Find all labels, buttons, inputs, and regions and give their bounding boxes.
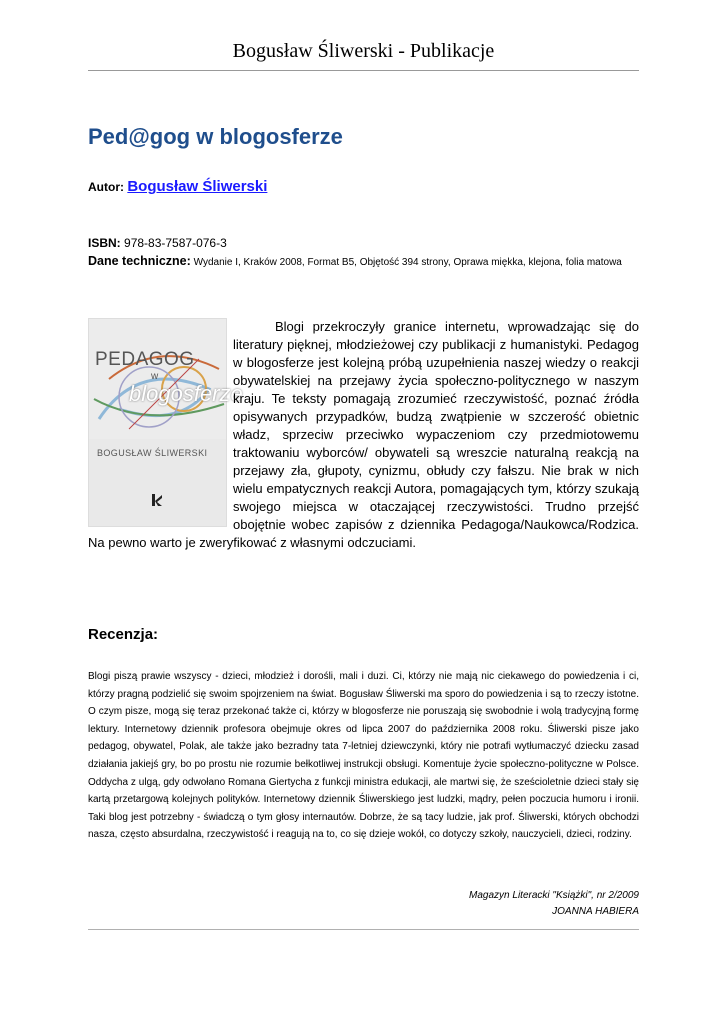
header-divider (88, 70, 639, 71)
book-description (88, 318, 639, 552)
tech-label: Dane techniczne: (88, 254, 191, 268)
book-title: Ped@gog w blogosferze (88, 124, 343, 149)
cover-subtitle: blogosferze (129, 381, 243, 406)
review-heading: Recenzja: (88, 626, 159, 643)
footer-divider (88, 929, 639, 930)
author-label: Autor: (88, 180, 124, 194)
review-source-publication: Magazyn Literacki "Książki", nr 2/2009 (469, 890, 639, 901)
isbn-line (88, 236, 227, 250)
page-header: Bogusław Śliwerski - Publikacje (232, 40, 495, 62)
isbn-label: ISBN: (88, 236, 121, 250)
author-link[interactable]: Bogusław Śliwerski (127, 178, 268, 195)
review-author: JOANNA HABIERA (552, 906, 639, 917)
isbn-value: 978-83-7587-076-3 (124, 236, 227, 250)
review-text: Blogi piszą prawie wszyscy - dzieci, młodzież i dorośli, mali i duzi. Ci, którzy nie mają nic ciekawego do powiedzenia i ci, którzy pragną podzielić się swoim spojrzeniem na świat. Bogusław Śliwerski ma sporo do powiedzenia i są to rzeczy istotne. O czym pisze, mogą się teraz przekonać także ci, którzy w blogosferze nie poruszają się swobodnie i wolą tradycyjną formę lektury. Internetowy dziennik profesora obejmuje okres od lipca 2007 do października 2008 roku. Śliwerski pisze jako pedagog, obywatel, Polak, ale także jako bezradny tata 7-letniej dziewczynki, który nie potrafi wytłumaczyć dziecku zasad działania jakiejś gry, bo po prostu nie rozumie bełkotliwej instrukcji obsługi. Komentuje życie społeczno-polityczne w Polsce. Oddycha z ulgą, gdy odwołano Romana Giertycha z funkcji ministra edukacji, ale martwi się, że sześcioletnie dzieci stały się kartą przetargową kolejnych polityków. Internetowy dziennik Śliwerskiego jest ludzki, mądry, pełen poczucia humoru i ironii. Taki blog jest potrzebny - świadczą o tym głosy internautów. Dobrze, że są tacy ludzie, jak prof. Śliwerski, których obchodzi nasza, często absurdalna, rzeczywistość i reagują na to, co się dzieje wokół, co dotyczy szkoły, nauczycieli, dzieci, rodziny. (88, 671, 639, 841)
review-source (88, 888, 639, 920)
author-line (88, 178, 267, 195)
cover-author: BOGUSŁAW ŚLIWERSKI (97, 448, 208, 458)
tech-value: Wydanie I, Kraków 2008, Format B5, Objętość 394 strony, Oprawa miękka, klejona, folia matowa (193, 257, 622, 268)
cover-title: PEDAGOG (95, 349, 195, 370)
technical-data (88, 253, 639, 271)
description-text: Blogi przekroczyły granice internetu, wprowadzając się do literatury pięknej, młodzieżowej czy publikacji z humanistyki. Pedagog w blogosferze jest kolejną próbą uzupełnienia naszej wiedzy o reakcji obywatelskiej na przejawy życia społeczno-politycznego w naszym kraju. Te teksty pomagają zrozumieć rzeczywistość, poznać źródła opisywanych przypadków, budzą zwątpienie w szczerość obietnic władz, sprzeciw przeciwko wypaczeniom czy przedmiotowemu traktowaniu wyborców/ obywateli są wreszcie naturalną reakcją na przejawy zła, głupoty, cynizmu, obłudy czy fałszu. Nie brak w nich wielu empatycznych reakcji Autora, pomagających tym, którzy szukają swojego miejsca w otaczającej rzeczywistości. Trudno przejść obojętnie wobec zapisów z dziennika Pedagoga/Naukowca/Rodzica. Na pewno warto je zweryfikować z własnymi odczuciami. (88, 319, 639, 550)
cover-w: w (151, 371, 159, 382)
